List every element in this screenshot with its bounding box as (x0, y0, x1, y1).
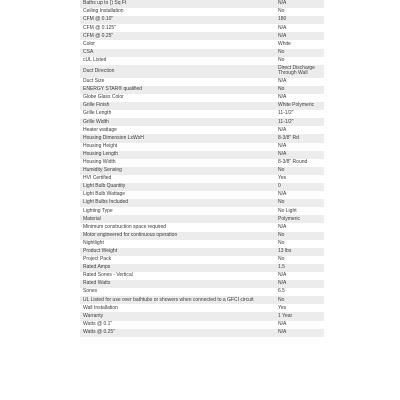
specifications-table-body (80, 0, 324, 337)
spec-row (80, 8, 324, 16)
spec-row (80, 183, 324, 191)
spec-row (80, 304, 324, 312)
spec-value: N/A (277, 191, 324, 199)
spec-value: N/A (277, 32, 324, 40)
spec-row (80, 86, 324, 94)
spec-row (80, 151, 324, 159)
spec-label: Rated Sones - Vertical (80, 272, 277, 280)
spec-label: Grille Width (80, 118, 277, 126)
spec-value: N/A (277, 78, 324, 86)
spec-row (80, 232, 324, 240)
spec-value: Direct Discharge Through Wall (277, 65, 324, 78)
spec-value: White (277, 40, 324, 48)
spec-label: Housing Dimension LxWxH (80, 134, 277, 142)
spec-label: HVI Certified (80, 175, 277, 183)
spec-value: 11-1/2" (277, 110, 324, 118)
spec-value: No (277, 167, 324, 175)
spec-row (80, 288, 324, 296)
spec-label: Duct Direction (80, 65, 277, 78)
spec-value: N/A (277, 126, 324, 134)
spec-value: N/A (277, 24, 324, 32)
spec-label: Wall Installation (80, 304, 277, 312)
specifications-table (80, 0, 324, 337)
spec-row (80, 296, 324, 304)
spec-label: CFM @ 0.10" (80, 16, 277, 24)
spec-label: Housing Width (80, 159, 277, 167)
spec-row (80, 118, 324, 126)
spec-row (80, 215, 324, 223)
spec-value: No (277, 49, 324, 57)
spec-label: cUL Listed (80, 57, 277, 65)
spec-value: No (277, 57, 324, 65)
spec-value: N/A (277, 94, 324, 102)
spec-label: Watts @ 0.1" (80, 321, 277, 329)
spec-label: Humidity Sensing (80, 167, 277, 175)
spec-row (80, 272, 324, 280)
spec-value: 1 Year (277, 312, 324, 320)
spec-label: UL Listed for use over bathtubs or showers when connected to a GFCI circuit (80, 296, 277, 304)
spec-value: No (277, 232, 324, 240)
spec-value: No (277, 86, 324, 94)
spec-label: Sones (80, 288, 277, 296)
spec-row (80, 159, 324, 167)
spec-label: Material (80, 215, 277, 223)
spec-value: No (277, 240, 324, 248)
spec-label: Color (80, 40, 277, 48)
spec-value: Polymeric (277, 215, 324, 223)
spec-label: Rated Watts (80, 280, 277, 288)
spec-value: No Light (277, 207, 324, 215)
spec-label: Minimum construction space required (80, 223, 277, 231)
spec-row (80, 240, 324, 248)
spec-value: N/A (277, 143, 324, 151)
spec-value: 1.5 (277, 264, 324, 272)
spec-label: Motor engineered for continuous operation (80, 232, 277, 240)
spec-row (80, 191, 324, 199)
spec-label: Light Bulbs Included (80, 199, 277, 207)
spec-label: Globe Glass Color (80, 94, 277, 102)
spec-row (80, 16, 324, 24)
spec-value: 8-3/8" Rd (277, 134, 324, 142)
spec-label: Housing Length (80, 151, 277, 159)
spec-label: Light Bulb Wattage (80, 191, 277, 199)
spec-label: Baths up to () Sq Ft (80, 0, 277, 8)
spec-value: No (277, 296, 324, 304)
spec-value: No (277, 8, 324, 16)
spec-row (80, 199, 324, 207)
spec-label: CFM @ 0.125" (80, 24, 277, 32)
spec-label: Heater wattage (80, 126, 277, 134)
spec-label: Duct Size (80, 78, 277, 86)
spec-row (80, 49, 324, 57)
spec-row (80, 24, 324, 32)
spec-row (80, 143, 324, 151)
spec-value: No (277, 256, 324, 264)
spec-row (80, 264, 324, 272)
spec-label: CFM @ 0.25" (80, 32, 277, 40)
spec-value: 180 (277, 16, 324, 24)
spec-label: Light Bulb Quantity (80, 183, 277, 191)
spec-row (80, 126, 324, 134)
spec-row (80, 110, 324, 118)
spec-row (80, 102, 324, 110)
spec-row (80, 40, 324, 48)
spec-row (80, 207, 324, 215)
spec-row (80, 312, 324, 320)
spec-label: Nightlight (80, 240, 277, 248)
spec-row (80, 256, 324, 264)
spec-row (80, 78, 324, 86)
spec-value: N/A (277, 151, 324, 159)
spec-value: 6.5 (277, 288, 324, 296)
spec-label: Watts @ 0.25" (80, 329, 277, 337)
spec-label: Product Weight (80, 248, 277, 256)
spec-row (80, 321, 324, 329)
spec-value: N/A (277, 223, 324, 231)
spec-value: 13 lbs (277, 248, 324, 256)
spec-label: Ceiling Installation (80, 8, 277, 16)
spec-row (80, 0, 324, 8)
spec-value: 0 (277, 183, 324, 191)
spec-value: N/A (277, 280, 324, 288)
spec-row (80, 57, 324, 65)
spec-row (80, 134, 324, 142)
spec-value: N/A (277, 321, 324, 329)
spec-label: Project Pack (80, 256, 277, 264)
spec-label: ENERGY STAR® qualified (80, 86, 277, 94)
spec-row (80, 65, 324, 78)
spec-row (80, 167, 324, 175)
spec-row (80, 175, 324, 183)
spec-row (80, 32, 324, 40)
spec-label: Lighting Type (80, 207, 277, 215)
spec-row (80, 280, 324, 288)
spec-label: Grille Length (80, 110, 277, 118)
spec-row (80, 329, 324, 337)
spec-label: Housing Height (80, 143, 277, 151)
spec-label: Warranty (80, 312, 277, 320)
spec-value: Yes (277, 304, 324, 312)
spec-row (80, 223, 324, 231)
spec-value: Yes (277, 175, 324, 183)
spec-value: White Polymeric (277, 102, 324, 110)
spec-value: N/A (277, 272, 324, 280)
spec-value: N/A (277, 0, 324, 8)
spec-value: N/A (277, 329, 324, 337)
spec-value: 8-3/8" Round (277, 159, 324, 167)
spec-label: Rated Amps (80, 264, 277, 272)
spec-label: CSA (80, 49, 277, 57)
spec-value: No (277, 199, 324, 207)
spec-value: 11-1/2" (277, 118, 324, 126)
spec-row (80, 248, 324, 256)
spec-label: Grille Finish (80, 102, 277, 110)
spec-row (80, 94, 324, 102)
